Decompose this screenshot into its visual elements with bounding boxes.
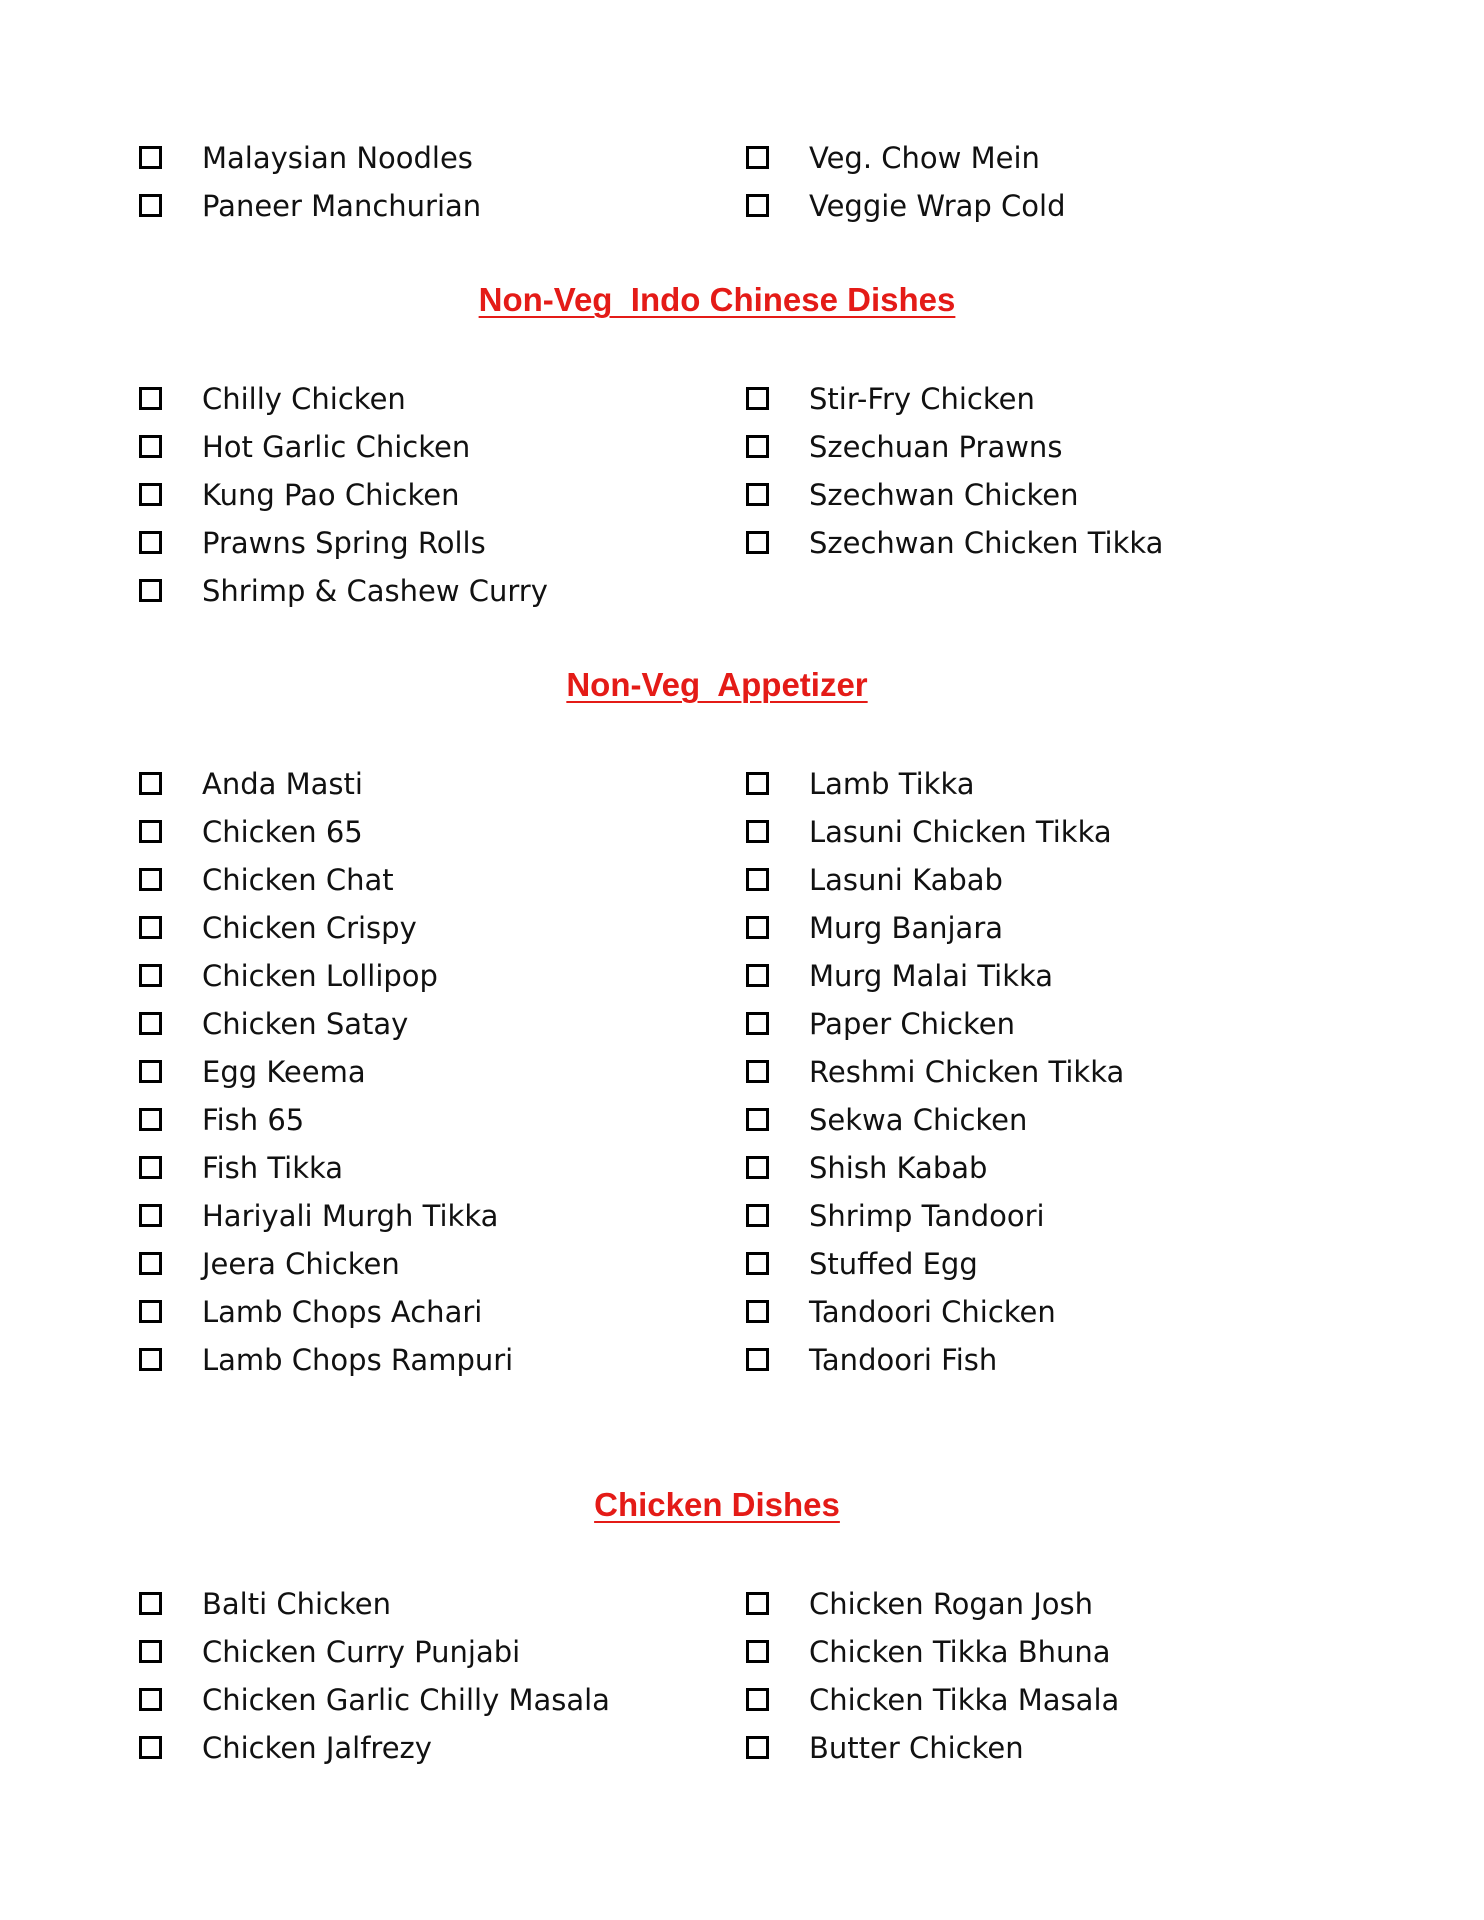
checkbox[interactable] xyxy=(139,868,162,891)
item-label: Chilly Chicken xyxy=(202,382,406,416)
checkbox[interactable] xyxy=(139,531,162,554)
list-item[interactable] xyxy=(139,1288,739,1336)
checkbox[interactable] xyxy=(746,1592,769,1615)
item-label: Sekwa Chicken xyxy=(809,1103,1028,1137)
item-label: Jeera Chicken xyxy=(202,1247,400,1281)
checkbox[interactable] xyxy=(139,1300,162,1323)
item-label: Chicken 65 xyxy=(202,815,363,849)
item-label: Lasuni Chicken Tikka xyxy=(809,815,1112,849)
right-column xyxy=(746,1580,1346,1772)
right-column xyxy=(746,134,1346,230)
list-item[interactable] xyxy=(746,1288,1346,1336)
item-label: Lasuni Kabab xyxy=(809,863,1003,897)
checkbox[interactable] xyxy=(139,579,162,602)
list-item[interactable] xyxy=(746,1724,1346,1772)
list-item[interactable] xyxy=(139,423,739,471)
list-item[interactable] xyxy=(139,375,739,423)
list-item[interactable] xyxy=(746,904,1346,952)
left-column xyxy=(139,134,739,230)
list-item[interactable] xyxy=(746,375,1346,423)
list-item[interactable] xyxy=(746,1676,1346,1724)
item-label: Shrimp Tandoori xyxy=(809,1199,1045,1233)
list-item[interactable] xyxy=(139,1240,739,1288)
list-item[interactable] xyxy=(139,1048,739,1096)
checkbox[interactable] xyxy=(139,964,162,987)
item-label: Chicken Rogan Josh xyxy=(809,1587,1093,1621)
checkbox[interactable] xyxy=(139,1736,162,1759)
list-item[interactable] xyxy=(746,808,1346,856)
checkbox[interactable] xyxy=(746,820,769,843)
list-item[interactable] xyxy=(139,1096,739,1144)
item-label: Lamb Chops Rampuri xyxy=(202,1343,514,1377)
item-label: Chicken Tikka Masala xyxy=(809,1683,1120,1717)
checkbox[interactable] xyxy=(746,1204,769,1227)
list-item[interactable] xyxy=(139,904,739,952)
item-label: Hariyali Murgh Tikka xyxy=(202,1199,499,1233)
right-column xyxy=(746,760,1346,1384)
checkbox[interactable] xyxy=(746,1348,769,1371)
checkbox[interactable] xyxy=(746,964,769,987)
item-label: Tandoori Chicken xyxy=(809,1295,1056,1329)
item-label: Chicken Jalfrezy xyxy=(202,1731,432,1765)
list-item[interactable] xyxy=(139,1336,739,1384)
list-item[interactable] xyxy=(746,1628,1346,1676)
item-label: Chicken Tikka Bhuna xyxy=(809,1635,1111,1669)
item-label: Reshmi Chicken Tikka xyxy=(809,1055,1125,1089)
list-item[interactable] xyxy=(746,182,1346,230)
left-column xyxy=(139,1580,739,1772)
checkbox[interactable] xyxy=(139,1592,162,1615)
left-column xyxy=(139,375,739,615)
item-label: Chicken Chat xyxy=(202,863,394,897)
checkbox[interactable] xyxy=(139,820,162,843)
item-label: Chicken Crispy xyxy=(202,911,417,945)
item-label: Paper Chicken xyxy=(809,1007,1015,1041)
list-item[interactable] xyxy=(746,1000,1346,1048)
list-item[interactable] xyxy=(139,519,739,567)
item-label: Chicken Satay xyxy=(202,1007,409,1041)
item-label: Paneer Manchurian xyxy=(202,189,482,223)
list-item[interactable] xyxy=(746,519,1346,567)
checkbox[interactable] xyxy=(139,1640,162,1663)
item-label: Malaysian Noodles xyxy=(202,141,473,175)
item-label: Szechwan Chicken Tikka xyxy=(809,526,1164,560)
list-item[interactable] xyxy=(139,1580,739,1628)
item-label: Murg Malai Tikka xyxy=(809,959,1054,993)
checkbox[interactable] xyxy=(139,1252,162,1275)
checkbox[interactable] xyxy=(746,435,769,458)
checkbox[interactable] xyxy=(139,146,162,169)
item-label: Fish 65 xyxy=(202,1103,305,1137)
item-label: Lamb Chops Achari xyxy=(202,1295,483,1329)
checkbox[interactable] xyxy=(139,1348,162,1371)
checkbox[interactable] xyxy=(139,1108,162,1131)
checkbox[interactable] xyxy=(139,1204,162,1227)
checkbox[interactable] xyxy=(746,868,769,891)
checkbox[interactable] xyxy=(746,1688,769,1711)
list-item[interactable] xyxy=(746,1048,1346,1096)
item-label: Stuffed Egg xyxy=(809,1247,978,1281)
item-label: Stir-Fry Chicken xyxy=(809,382,1035,416)
checkbox[interactable] xyxy=(139,772,162,795)
item-label: Veggie Wrap Cold xyxy=(809,189,1066,223)
item-label: Tandoori Fish xyxy=(809,1343,998,1377)
item-label: Chicken Garlic Chilly Masala xyxy=(202,1683,610,1717)
item-label: Murg Banjara xyxy=(809,911,1004,945)
section-title-non-veg-indo-chinese: Non-Veg Indo Chinese Dishes xyxy=(478,281,956,318)
list-item[interactable] xyxy=(139,1000,739,1048)
checkbox[interactable] xyxy=(746,194,769,217)
item-label: Szechwan Chicken xyxy=(809,478,1079,512)
list-item[interactable] xyxy=(746,1240,1346,1288)
item-label: Butter Chicken xyxy=(809,1731,1024,1765)
list-item[interactable] xyxy=(139,182,739,230)
left-column xyxy=(139,760,739,1384)
item-label: Lamb Tikka xyxy=(809,767,975,801)
checkbox[interactable] xyxy=(746,146,769,169)
item-label: Chicken Lollipop xyxy=(202,959,438,993)
list-item[interactable] xyxy=(139,856,739,904)
item-label: Szechuan Prawns xyxy=(809,430,1063,464)
item-label: Prawns Spring Rolls xyxy=(202,526,486,560)
checkbox[interactable] xyxy=(139,1688,162,1711)
checkbox[interactable] xyxy=(746,1300,769,1323)
list-item[interactable] xyxy=(139,1192,739,1240)
checkbox[interactable] xyxy=(139,483,162,506)
item-label: Balti Chicken xyxy=(202,1587,391,1621)
list-item[interactable] xyxy=(139,1628,739,1676)
list-item[interactable] xyxy=(746,952,1346,1000)
checkbox[interactable] xyxy=(746,483,769,506)
checkbox[interactable] xyxy=(746,772,769,795)
list-item[interactable] xyxy=(746,1144,1346,1192)
checkbox[interactable] xyxy=(746,916,769,939)
checkbox[interactable] xyxy=(139,1060,162,1083)
list-item[interactable] xyxy=(139,134,739,182)
checkbox[interactable] xyxy=(746,1012,769,1035)
checkbox[interactable] xyxy=(139,194,162,217)
checkbox[interactable] xyxy=(746,1640,769,1663)
list-item[interactable] xyxy=(139,1724,739,1772)
list-item[interactable] xyxy=(746,760,1346,808)
list-item[interactable] xyxy=(139,471,739,519)
checkbox[interactable] xyxy=(746,1156,769,1179)
checkbox[interactable] xyxy=(139,916,162,939)
list-item[interactable] xyxy=(139,1144,739,1192)
item-label: Shrimp & Cashew Curry xyxy=(202,574,548,608)
item-label: Egg Keema xyxy=(202,1055,366,1089)
section-title-chicken-dishes: Chicken Dishes xyxy=(594,1486,840,1523)
checkbox[interactable] xyxy=(746,387,769,410)
list-item[interactable] xyxy=(746,134,1346,182)
list-item[interactable] xyxy=(746,471,1346,519)
checkbox[interactable] xyxy=(139,387,162,410)
right-column xyxy=(746,375,1346,567)
checkbox[interactable] xyxy=(139,1156,162,1179)
checkbox[interactable] xyxy=(746,1252,769,1275)
checkbox[interactable] xyxy=(139,1012,162,1035)
section-title-non-veg-appetizer: Non-Veg Appetizer xyxy=(566,666,868,703)
list-item[interactable] xyxy=(746,1192,1346,1240)
list-item[interactable] xyxy=(139,952,739,1000)
item-label: Veg. Chow Mein xyxy=(809,141,1040,175)
list-item[interactable] xyxy=(746,1096,1346,1144)
checkbox[interactable] xyxy=(746,1108,769,1131)
list-item[interactable] xyxy=(746,423,1346,471)
list-item[interactable] xyxy=(139,760,739,808)
item-label: Shish Kabab xyxy=(809,1151,988,1185)
list-item[interactable] xyxy=(746,856,1346,904)
list-item[interactable] xyxy=(139,567,739,615)
item-label: Hot Garlic Chicken xyxy=(202,430,471,464)
list-item[interactable] xyxy=(746,1580,1346,1628)
checkbox[interactable] xyxy=(746,1736,769,1759)
checkbox[interactable] xyxy=(746,1060,769,1083)
item-label: Kung Pao Chicken xyxy=(202,478,460,512)
list-item[interactable] xyxy=(746,1336,1346,1384)
checkbox[interactable] xyxy=(139,435,162,458)
list-item[interactable] xyxy=(139,1676,739,1724)
checkbox[interactable] xyxy=(746,531,769,554)
item-label: Anda Masti xyxy=(202,767,363,801)
item-label: Fish Tikka xyxy=(202,1151,344,1185)
list-item[interactable] xyxy=(139,808,739,856)
item-label: Chicken Curry Punjabi xyxy=(202,1635,521,1669)
